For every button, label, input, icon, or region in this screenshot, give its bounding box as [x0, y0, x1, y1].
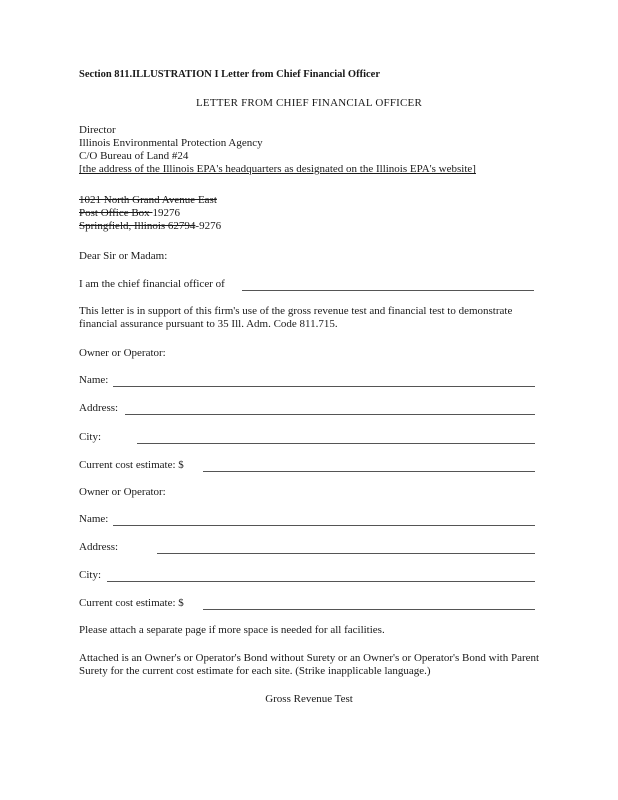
address-agency: Illinois Environmental Protection Agency [79, 137, 263, 149]
address-label-2: Address: [79, 541, 119, 553]
cost-label-2: Current cost estimate: $ [79, 597, 184, 609]
address-bureau: C/O Bureau of Land #24 [79, 150, 189, 162]
zip-suffix: -9276 [195, 220, 222, 232]
address-director: Director [79, 124, 116, 136]
address-field-2[interactable] [79, 541, 535, 555]
struck-po-box: Post Office Box [79, 207, 153, 219]
cost-label-1: Current cost estimate: $ [79, 459, 184, 471]
salutation: Dear Sir or Madam: [79, 250, 168, 262]
support-paragraph: This letter is in support of this firm's use of the gross revenue test and financial test to demonstrate financial assurance pursuant to 35 Ill. Adm. Code 811.715. [79, 305, 513, 330]
city-label-1: City: [79, 431, 102, 443]
letter-title: LETTER FROM CHIEF FINANCIAL OFFICER [196, 97, 422, 109]
cost-blank-2[interactable] [203, 609, 535, 610]
address-blank-1[interactable] [125, 414, 535, 415]
attach-note: Please attach a separate page if more space is needed for all facilities. [79, 624, 385, 636]
address-blank-2[interactable] [157, 553, 535, 554]
struck-city-zip: Springfield, Illinois 62794 [79, 220, 196, 232]
owner-operator-label-2: Owner or Operator: [79, 486, 166, 498]
name-field-2[interactable] [79, 513, 535, 527]
cost-field-1[interactable] [79, 459, 535, 473]
struck-street-address: 1021 North Grand Avenue East [79, 194, 217, 206]
city-label-2: City: [79, 569, 102, 581]
name-blank-1[interactable] [113, 386, 535, 387]
city-field-1[interactable] [79, 431, 535, 445]
bond-paragraph: Attached is an Owner's or Operator's Bond without Surety or an Owner's or Operator's Bond with Parent Surety for the current cost estimate for each site. (Strike inapplicable language.) [79, 652, 540, 677]
name-blank-2[interactable] [113, 525, 535, 526]
city-blank-2[interactable] [107, 581, 535, 582]
city-blank-1[interactable] [137, 443, 535, 444]
name-field-1[interactable] [79, 374, 535, 388]
city-field-2[interactable] [79, 569, 535, 583]
address-label-1: Address: [79, 402, 119, 414]
name-label-1: Name: [79, 374, 109, 386]
cost-blank-1[interactable] [203, 471, 535, 472]
city-line [79, 220, 221, 233]
owner-operator-label-1: Owner or Operator: [79, 347, 166, 359]
gross-revenue-heading: Gross Revenue Test [265, 693, 353, 705]
address-website-note: [the address of the Illinois EPA's headquarters as designated on the Illinois EPA's website] [79, 163, 476, 175]
name-label-2: Name: [79, 513, 109, 525]
cfo-of-label: I am the chief financial officer of [79, 278, 225, 290]
po-box-number: 19276 [152, 207, 180, 219]
section-heading: Section 811.ILLUSTRATION I Letter from Chief Financial Officer [79, 69, 380, 80]
cfo-of-blank[interactable] [242, 290, 534, 291]
cost-field-2[interactable] [79, 597, 535, 611]
cfo-of-field[interactable] [79, 278, 535, 292]
address-field-1[interactable] [79, 402, 535, 416]
po-box-line [79, 207, 180, 220]
